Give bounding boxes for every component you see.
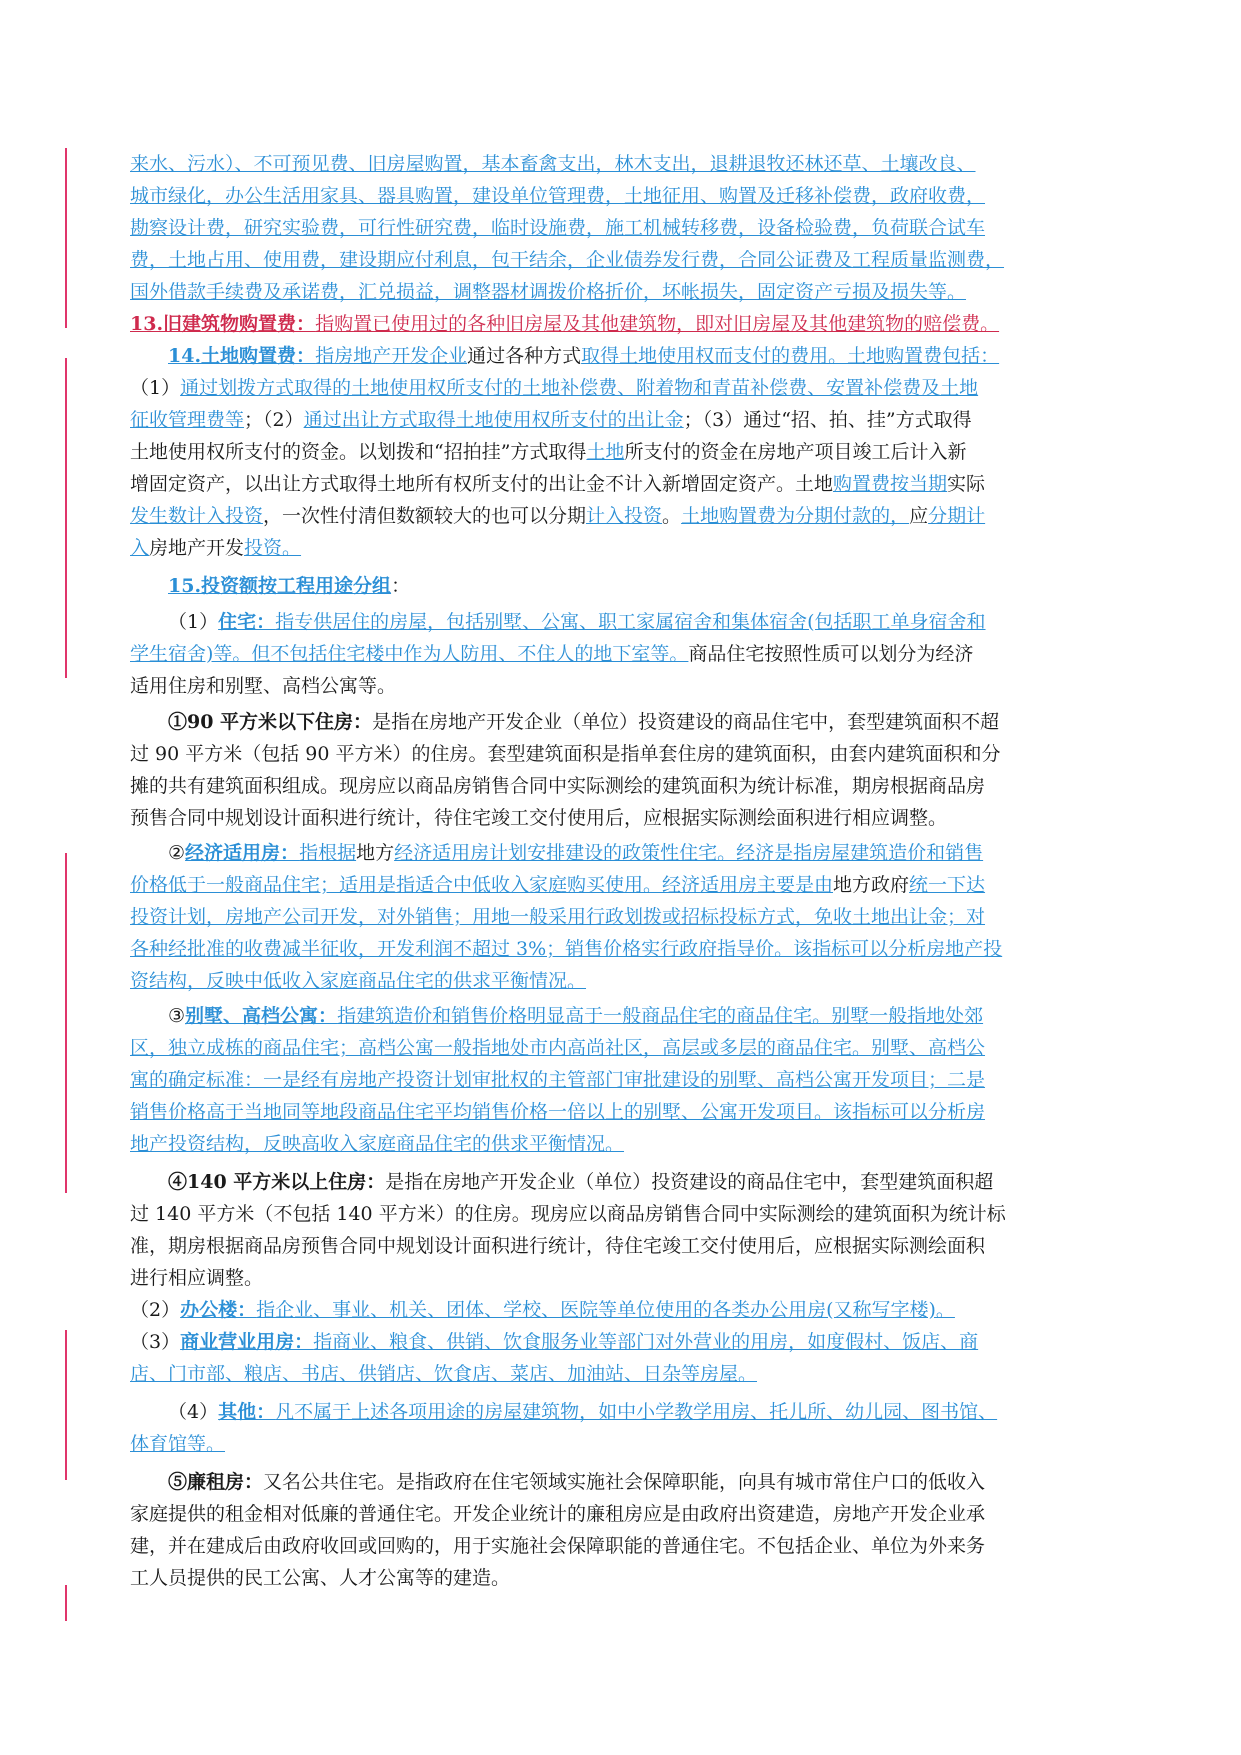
text-line — [168, 837, 1120, 869]
text-line — [130, 1562, 1120, 1594]
text-segment: 勘察设计费，研究实验费，可行性研究费，临时设施费，施工机械转移费，设备检验费，负荷联合试车 — [130, 217, 986, 239]
text-segment: （1） — [130, 377, 181, 399]
text-segment: 经济适用房： — [185, 842, 300, 864]
text-segment: 计入投资 — [586, 505, 663, 527]
text-segment: 14.土地购置费： — [168, 345, 316, 367]
text-line — [130, 148, 1120, 180]
text-segment: 指购置已使用过的各种旧房屋及其他建筑物，即对旧房屋及其他建筑物的赔偿费。 — [315, 313, 1000, 335]
text-segment: ①90 平方米以下住房： — [168, 711, 373, 733]
text-segment: 各种经批准的收费减半征收，开发利润不超过 3%；销售价格实行政府指导价。该指标可以分析房地产投 — [130, 938, 1003, 960]
text-segment: ⑤廉租房： — [168, 1471, 264, 1493]
text-line — [130, 1198, 1120, 1230]
text-segment: 寓的确定标准：一是经有房地产投资计划审批权的主管部门审批建设的别墅、高档公寓开发项目；二是 — [130, 1069, 986, 1091]
text-line — [130, 933, 1120, 965]
text-line — [130, 244, 1120, 276]
text-segment: 。 — [662, 505, 682, 527]
text-segment: 增固定资产，以出让方式取得土地所有权所支付的出让金不计入新增固定资产。土地 — [130, 473, 834, 495]
text-segment: ② — [168, 842, 186, 864]
text-segment: 指房地产开发企业 — [315, 345, 468, 367]
text-segment: 指商业、粮食、供销、饮食服务业等部门对外营业的用房，如度假村、饭店、商 — [313, 1331, 979, 1353]
text-segment: 准，期房根据商品房预售合同中规划设计面积进行统计，待住宅竣工交付使用后，应根据实际测绘面积 — [130, 1235, 986, 1257]
text-segment: （2） — [130, 1299, 181, 1321]
text-segment: 是指在房地产开发企业（单位）投资建设的商品住宅中，套型建筑面积不超 — [372, 711, 1000, 733]
text-line — [130, 1498, 1120, 1530]
text-line — [168, 706, 1120, 738]
text-segment: 投资。 — [244, 537, 302, 559]
text-line — [130, 901, 1120, 933]
text-segment: 办公楼： — [180, 1299, 257, 1321]
text-line — [168, 1000, 1120, 1032]
text-line — [130, 500, 1120, 532]
text-line — [130, 276, 1120, 308]
text-segment: 费，土地占用、使用费，建设期应付利息，包干结余，企业债券发行费，合同公证费及工程质量监测费， — [130, 249, 1005, 271]
text-line — [130, 1096, 1120, 1128]
revision-bar — [65, 148, 67, 328]
text-segment: 地方 — [356, 842, 395, 864]
text-segment: 家庭提供的租金相对低廉的普通住宅。开发企业统计的廉租房应是由政府出资建造，房地产开发企业承 — [130, 1503, 986, 1525]
text-line — [130, 1530, 1120, 1562]
text-segment: 地产投资结构，反映高收入家庭商品住宅的供求平衡情况。 — [130, 1133, 625, 1155]
text-line — [130, 468, 1120, 500]
text-segment: 价格低于一般商品住宅；适用是指适合中低收入家庭购买使用。经济适用房主要是由 — [130, 874, 834, 896]
text-segment: 进行相应调整。 — [130, 1267, 264, 1289]
text-segment: 来水、污水）、不可预见费、旧房屋购置，基本畜禽支出，林木支出，退耕退牧还林还草、土壤改良、 — [130, 153, 976, 175]
text-segment: 实际 — [947, 473, 986, 495]
text-segment: 统一下达 — [909, 874, 986, 896]
text-line — [130, 1326, 1120, 1358]
text-segment: 所支付的资金在房地产项目竣工后计入新 — [624, 441, 967, 463]
text-segment: 土地购置费为分期付款的， — [681, 505, 910, 527]
text-segment: 发生数计入投资 — [130, 505, 264, 527]
text-segment: 经济适用房计划安排建设的政策性住宅。经济是指房屋建筑造价和销售 — [394, 842, 984, 864]
text-segment: 征收管理费等 — [130, 409, 245, 431]
text-line — [130, 1262, 1120, 1294]
text-line — [130, 1128, 1120, 1160]
text-segment: （3） — [130, 1331, 181, 1353]
text-line — [168, 340, 1120, 372]
text-segment: 指专供居住的房屋，包括别墅、公寓、职工家属宿舍和集体宿舍(包括职工单身宿舍和 — [275, 611, 986, 633]
text-line — [130, 212, 1120, 244]
text-segment: 过 90 平方米（包括 90 平方米）的住房。套型建筑面积是指单套住房的建筑面积，由套内建筑面积和分 — [130, 743, 1001, 765]
text-line — [130, 1032, 1120, 1064]
text-segment: 又名公共住宅。是指政府在住宅领域实施社会保障职能，向具有城市常住户口的低收入 — [263, 1471, 986, 1493]
text-segment: 预售合同中规划设计面积进行统计，待住宅竣工交付使用后，应根据实际测绘面积进行相应调整。 — [130, 807, 948, 829]
text-segment: 地方政府 — [833, 874, 910, 896]
text-segment: 15.投资额按工程用途分组 — [168, 575, 392, 597]
revision-bar — [65, 1585, 67, 1621]
text-segment: 指根据 — [299, 842, 357, 864]
text-line — [130, 738, 1120, 770]
text-line — [168, 1396, 1120, 1428]
text-segment: 销售价格高于当地同等地段商品住宅平均销售价格一倍以上的别墅、公寓开发项目。该指标可以分析房 — [130, 1101, 986, 1123]
text-line — [130, 1294, 1120, 1326]
text-segment: 土地 — [586, 441, 625, 463]
text-line — [130, 1064, 1120, 1096]
text-line — [130, 770, 1120, 802]
text-segment: 分期计 — [928, 505, 986, 527]
text-segment: 体育馆等。 — [130, 1433, 226, 1455]
text-segment: 建，并在建成后由政府收回或回购的，用于实施社会保障职能的普通住宅。不包括企业、单位为外来务 — [130, 1535, 986, 1557]
text-line — [130, 965, 1120, 997]
text-segment: 入 — [130, 537, 150, 559]
text-line — [130, 670, 1120, 702]
text-segment: 城市绿化，办公生活用家具、器具购置，建设单位管理费，土地征用、购置及迁移补偿费，政府收费， — [130, 185, 986, 207]
text-segment: 过 140 平方米（不包括 140 平方米）的住房。现房应以商品房销售合同中实际测绘的建筑面积为统计标 — [130, 1203, 1006, 1225]
text-segment: 应 — [909, 505, 929, 527]
text-line — [130, 372, 1120, 404]
text-segment: 投资计划，房地产公司开发，对外销售；用地一般采用行政划拨或招标投标方式，免收土地出让金；对 — [130, 906, 986, 928]
text-segment: 房地产开发 — [149, 537, 245, 559]
text-line — [168, 606, 1120, 638]
text-segment: 通过划拨方式取得的土地使用权所支付的土地补偿费、附着物和青苗补偿费、安置补偿费及土地 — [180, 377, 979, 399]
revision-bar — [65, 358, 67, 678]
text-segment: 适用住房和别墅、高档公寓等。 — [130, 675, 397, 697]
text-line — [130, 802, 1120, 834]
text-line — [168, 1466, 1120, 1498]
text-segment: 摊的共有建筑面积组成。现房应以商品房销售合同中实际测绘的建筑面积为统计标准，期房根据商品房 — [130, 775, 986, 797]
text-line — [130, 1358, 1120, 1390]
text-segment: 区，独立成栋的商品住宅；高档公寓一般指地处市内高尚社区，高层或多层的商品住宅。别墅、高档公 — [130, 1037, 986, 1059]
text-segment: （1） — [168, 611, 219, 633]
text-line — [130, 1428, 1120, 1460]
text-segment: ： — [391, 575, 411, 597]
text-segment: 其他： — [218, 1401, 276, 1423]
text-line — [130, 869, 1120, 901]
text-segment: 工人员提供的民工公寓、人才公寓等的建造。 — [130, 1567, 511, 1589]
text-line — [168, 1166, 1120, 1198]
text-line — [130, 532, 1120, 564]
text-line — [130, 404, 1120, 436]
text-line — [130, 638, 1120, 670]
text-segment: ；（3）通过“招、拍、挂”方式取得 — [683, 409, 972, 431]
text-segment: ④140 平方米以上住房： — [168, 1171, 386, 1193]
text-segment: 取得土地使用权而支付的费用。土地购置费包括： — [581, 345, 1000, 367]
text-segment: 13.旧建筑物购置费： — [130, 313, 316, 335]
text-segment: 购置费按当期 — [833, 473, 948, 495]
text-segment: 是指在房地产开发企业（单位）投资建设的商品住宅中，套型建筑面积超 — [385, 1171, 994, 1193]
text-segment: 别墅、高档公寓： — [185, 1005, 338, 1027]
text-segment: 指企业、事业、机关、团体、学校、医院等单位使用的各类办公用房(又称写字楼)。 — [256, 1299, 955, 1321]
text-segment: 土地使用权所支付的资金。以划拨和“招拍挂”方式取得 — [130, 441, 587, 463]
text-segment: 店、门市部、粮店、书店、供销店、饮食店、菜店、加油站、日杂等房屋。 — [130, 1363, 758, 1385]
text-segment: ③ — [168, 1005, 186, 1027]
text-line — [130, 436, 1120, 468]
text-segment: ；（2） — [244, 409, 304, 431]
text-segment: 凡不属于上述各项用途的房屋建筑物，如中小学教学用房、托儿所、幼儿园、图书馆、 — [275, 1401, 998, 1423]
revision-bar — [65, 853, 67, 1193]
text-segment: 通过出让方式取得土地使用权所支付的出让金 — [303, 409, 684, 431]
text-segment: 国外借款手续费及承诺费，汇兑损益，调整器材调拨价格折价，坏帐损失，固定资产亏损及损失等。 — [130, 281, 967, 303]
text-segment: 资结构，反映中低收入家庭商品住宅的供求平衡情况。 — [130, 970, 587, 992]
text-segment: 住宅： — [218, 611, 276, 633]
text-line — [130, 180, 1120, 212]
text-segment: 商品住宅按照性质可以划分为经济 — [688, 643, 974, 665]
text-segment: 通过各种方式 — [467, 345, 582, 367]
text-segment: 商业营业用房： — [180, 1331, 314, 1353]
text-line — [168, 570, 1120, 602]
text-segment: 指建筑造价和销售价格明显高于一般商品住宅的商品住宅。别墅一般指地处郊 — [337, 1005, 984, 1027]
text-segment: （4） — [168, 1401, 219, 1423]
text-line — [130, 1230, 1120, 1262]
text-line — [130, 308, 1120, 340]
text-segment: ，一次性付清但数额较大的也可以分期 — [263, 505, 587, 527]
text-segment: 学生宿舍)等。但不包括住宅楼中作为人防用、不住人的地下室等。 — [130, 643, 689, 665]
revision-bar — [65, 1330, 67, 1480]
